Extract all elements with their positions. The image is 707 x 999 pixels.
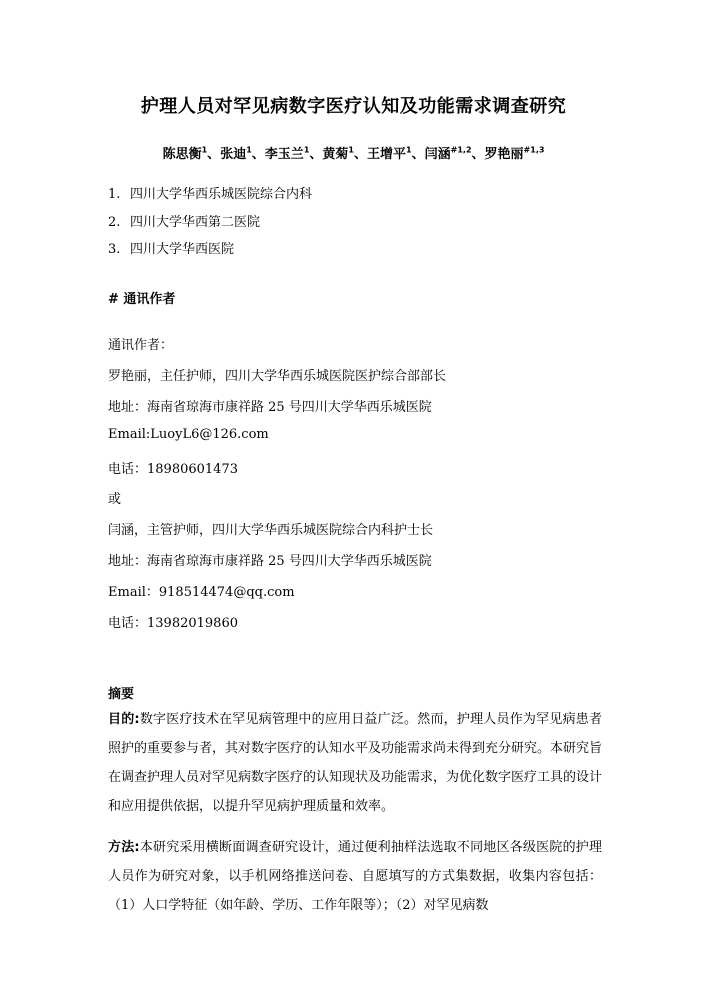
corr-line-address-2: 地址：海南省琼海市康祥路 25 号四川大学华西乐城医院 (108, 554, 432, 569)
author-separator: 、 (411, 147, 425, 162)
corr-line-label: 通讯作者： (108, 338, 174, 353)
corr-line-email-2: Email：918514474@qq.com (108, 585, 295, 600)
author-affiliation-mark: #1,2 (450, 145, 472, 155)
affiliation-number: 1. (108, 187, 121, 202)
abstract-objective (108, 705, 602, 821)
affiliation-text: 四川大学华西医院 (130, 242, 235, 257)
author-name: 李玉兰 (264, 147, 304, 162)
methods-label: 方法: (108, 840, 140, 855)
author-affiliation-mark: #1,3 (523, 145, 545, 155)
affiliation-number: 3. (108, 242, 121, 257)
author-affiliation-mark: 1 (246, 145, 252, 155)
author-name: 张迪 (220, 147, 247, 162)
author-name: 陈思衡 (162, 147, 202, 162)
objective-label: 目的: (108, 712, 140, 727)
corr-line-address-1: 地址：海南省琼海市康祥路 25 号四川大学华西乐城医院 (108, 400, 432, 415)
abstract-heading: 摘要 (108, 687, 135, 702)
author-separator: 、 (207, 147, 221, 162)
author-separator: 、 (309, 147, 323, 162)
corr-line-email-1: Email:LuoyL6@126.com (108, 427, 269, 442)
methods-text: 本研究采用横断面调查研究设计，通过便利抽样法选取不同地区各级医院的护理人员作为研究对象，以手机网络推送问卷、自愿填写的方式集数据，收集内容包括：（1）人口学特征（如年龄、学历、工作年限等）；（2）对罕见病数 (108, 840, 602, 913)
affiliation-item (108, 211, 260, 230)
author-list (0, 143, 707, 162)
corr-line-phone-1: 电话：18980601473 (108, 462, 238, 477)
abstract-methods (108, 833, 602, 920)
author-affiliation-mark: 1 (406, 145, 412, 155)
affiliation-number: 2. (108, 215, 121, 230)
author-name: 黄菊 (322, 147, 349, 162)
author-name: 王增平 (367, 147, 407, 162)
author-affiliation-mark: 1 (201, 145, 208, 155)
author-separator: 、 (471, 147, 485, 162)
corr-line-or: 或 (108, 492, 122, 507)
affiliation-item (108, 238, 234, 257)
author-separator: 、 (251, 147, 265, 162)
author-separator: 、 (354, 147, 368, 162)
affiliation-text: 四川大学华西第二医院 (130, 215, 261, 230)
author-name: 罗艳丽 (484, 147, 524, 162)
corr-line-name-1: 罗艳丽，主任护师，四川大学华西乐城医院医护综合部部长 (108, 369, 447, 384)
corr-line-phone-2: 电话：13982019860 (108, 616, 238, 631)
objective-text: 数字医疗技术在罕见病管理中的应用日益广泛。然而，护理人员作为罕见病患者照护的重要参与者，其对数字医疗的认知水平及功能需求尚未得到充分研究。本研究旨在调查护理人员对罕见病数字医疗的认知现状及功能需求，为优化数字医疗工具的设计和应用提供依据，以提升罕见病护理质量和效率。 (108, 712, 603, 814)
author-name: 闫涵 (424, 147, 451, 162)
paper-title: 护理人员对罕见病数字医疗认知及功能需求调查研究 (140, 96, 567, 117)
affiliation-text: 四川大学华西乐城医院综合内科 (130, 187, 313, 202)
author-affiliation-mark: 1 (348, 145, 354, 155)
corr-line-name-2: 闫涵，主管护师，四川大学华西乐城医院综合内科护士长 (108, 523, 434, 538)
author-affiliation-mark: 1 (303, 145, 310, 155)
affiliation-item (108, 183, 312, 202)
corresponding-author-heading: # 通讯作者 (108, 292, 176, 307)
